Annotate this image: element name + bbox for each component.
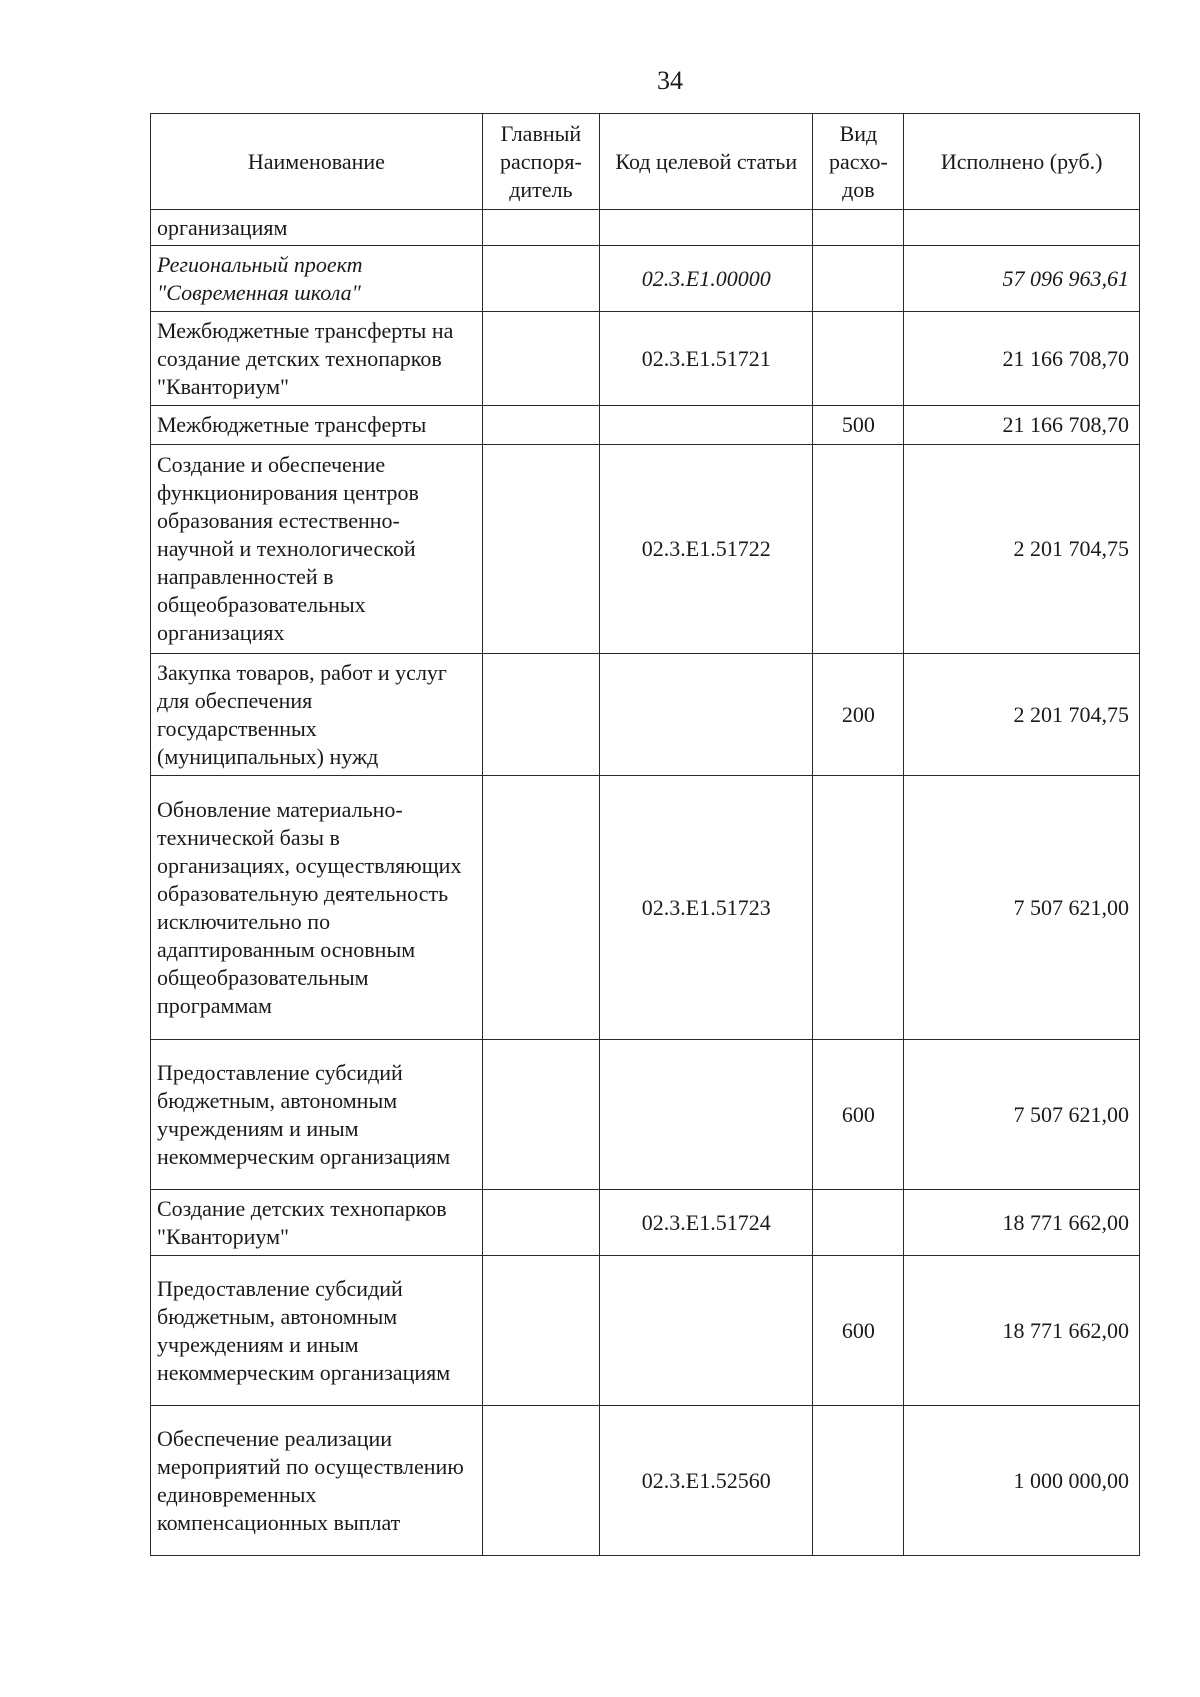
row-code <box>600 406 813 445</box>
row-admin <box>482 1190 599 1256</box>
row-kind <box>813 776 904 1040</box>
budget-table <box>150 113 1140 1556</box>
row-name: Создание и обеспечение функционирования центров образования естественно-научной и технологической направленностей в общеобразовательных организациях <box>151 445 483 654</box>
row-amount: 7 507 621,00 <box>904 776 1140 1040</box>
row-amount: 1 000 000,00 <box>904 1406 1140 1556</box>
page-number: 34 <box>657 66 683 95</box>
row-kind: 500 <box>813 406 904 445</box>
table-row <box>151 1406 1140 1556</box>
row-kind <box>813 1190 904 1256</box>
row-amount: 21 166 708,70 <box>904 312 1140 406</box>
row-name: организациям <box>151 210 483 246</box>
row-name: Закупка товаров, работ и услуг для обеспечения государственных (муниципальных) нужд <box>151 654 483 776</box>
row-code: 02.3.E1.51722 <box>600 445 813 654</box>
row-name: Межбюджетные трансферты на создание детских технопарков "Кванториум" <box>151 312 483 406</box>
row-admin <box>482 654 599 776</box>
row-amount: 2 201 704,75 <box>904 654 1140 776</box>
table-row <box>151 1256 1140 1406</box>
row-name: Региональный проект "Современная школа" <box>151 246 483 312</box>
row-amount: 57 096 963,61 <box>904 246 1140 312</box>
row-kind: 200 <box>813 654 904 776</box>
table-row <box>151 654 1140 776</box>
table-header-row <box>151 114 1140 210</box>
row-admin <box>482 1406 599 1556</box>
row-name: Создание детских технопарков "Кванториум" <box>151 1190 483 1256</box>
row-amount <box>904 210 1140 246</box>
row-code: 02.3.E1.00000 <box>600 246 813 312</box>
row-amount: 18 771 662,00 <box>904 1256 1140 1406</box>
row-kind <box>813 246 904 312</box>
header-admin: Главный распоря-дитель <box>482 114 599 210</box>
row-admin <box>482 1256 599 1406</box>
table-row <box>151 406 1140 445</box>
row-admin <box>482 406 599 445</box>
row-code <box>600 1040 813 1190</box>
row-kind: 600 <box>813 1256 904 1406</box>
row-code <box>600 654 813 776</box>
row-admin <box>482 445 599 654</box>
row-name: Обновление материально-технической базы в организациях, осуществляющих образовательную деятельность исключительно по адаптированным основным общеобразовательным программам <box>151 776 483 1040</box>
row-amount: 21 166 708,70 <box>904 406 1140 445</box>
row-admin <box>482 776 599 1040</box>
row-code: 02.3.E1.52560 <box>600 1406 813 1556</box>
row-admin <box>482 210 599 246</box>
table-row <box>151 312 1140 406</box>
header-name: Наименование <box>151 114 483 210</box>
row-name: Межбюджетные трансферты <box>151 406 483 445</box>
row-name: Обеспечение реализации мероприятий по осуществлению единовременных компенсационных выплат <box>151 1406 483 1556</box>
row-kind <box>813 1406 904 1556</box>
table-row <box>151 210 1140 246</box>
row-code: 02.3.E1.51721 <box>600 312 813 406</box>
row-kind <box>813 445 904 654</box>
table-row <box>151 776 1140 1040</box>
row-admin <box>482 246 599 312</box>
row-code <box>600 1256 813 1406</box>
header-kind: Вид расхо-дов <box>813 114 904 210</box>
row-code: 02.3.E1.51724 <box>600 1190 813 1256</box>
row-kind <box>813 312 904 406</box>
row-code: 02.3.E1.51723 <box>600 776 813 1040</box>
row-code <box>600 210 813 246</box>
table-row <box>151 445 1140 654</box>
row-amount: 2 201 704,75 <box>904 445 1140 654</box>
table-row <box>151 246 1140 312</box>
row-kind: 600 <box>813 1040 904 1190</box>
row-kind <box>813 210 904 246</box>
row-name: Предоставление субсидий бюджетным, автономным учреждениям и иным некоммерческим организациям <box>151 1256 483 1406</box>
row-amount: 7 507 621,00 <box>904 1040 1140 1190</box>
header-amount: Исполнено (руб.) <box>904 114 1140 210</box>
row-admin <box>482 312 599 406</box>
row-amount: 18 771 662,00 <box>904 1190 1140 1256</box>
header-code: Код целевой статьи <box>600 114 813 210</box>
table-row <box>151 1040 1140 1190</box>
row-admin <box>482 1040 599 1190</box>
row-name: Предоставление субсидий бюджетным, автономным учреждениям и иным некоммерческим организациям <box>151 1040 483 1190</box>
table-row <box>151 1190 1140 1256</box>
